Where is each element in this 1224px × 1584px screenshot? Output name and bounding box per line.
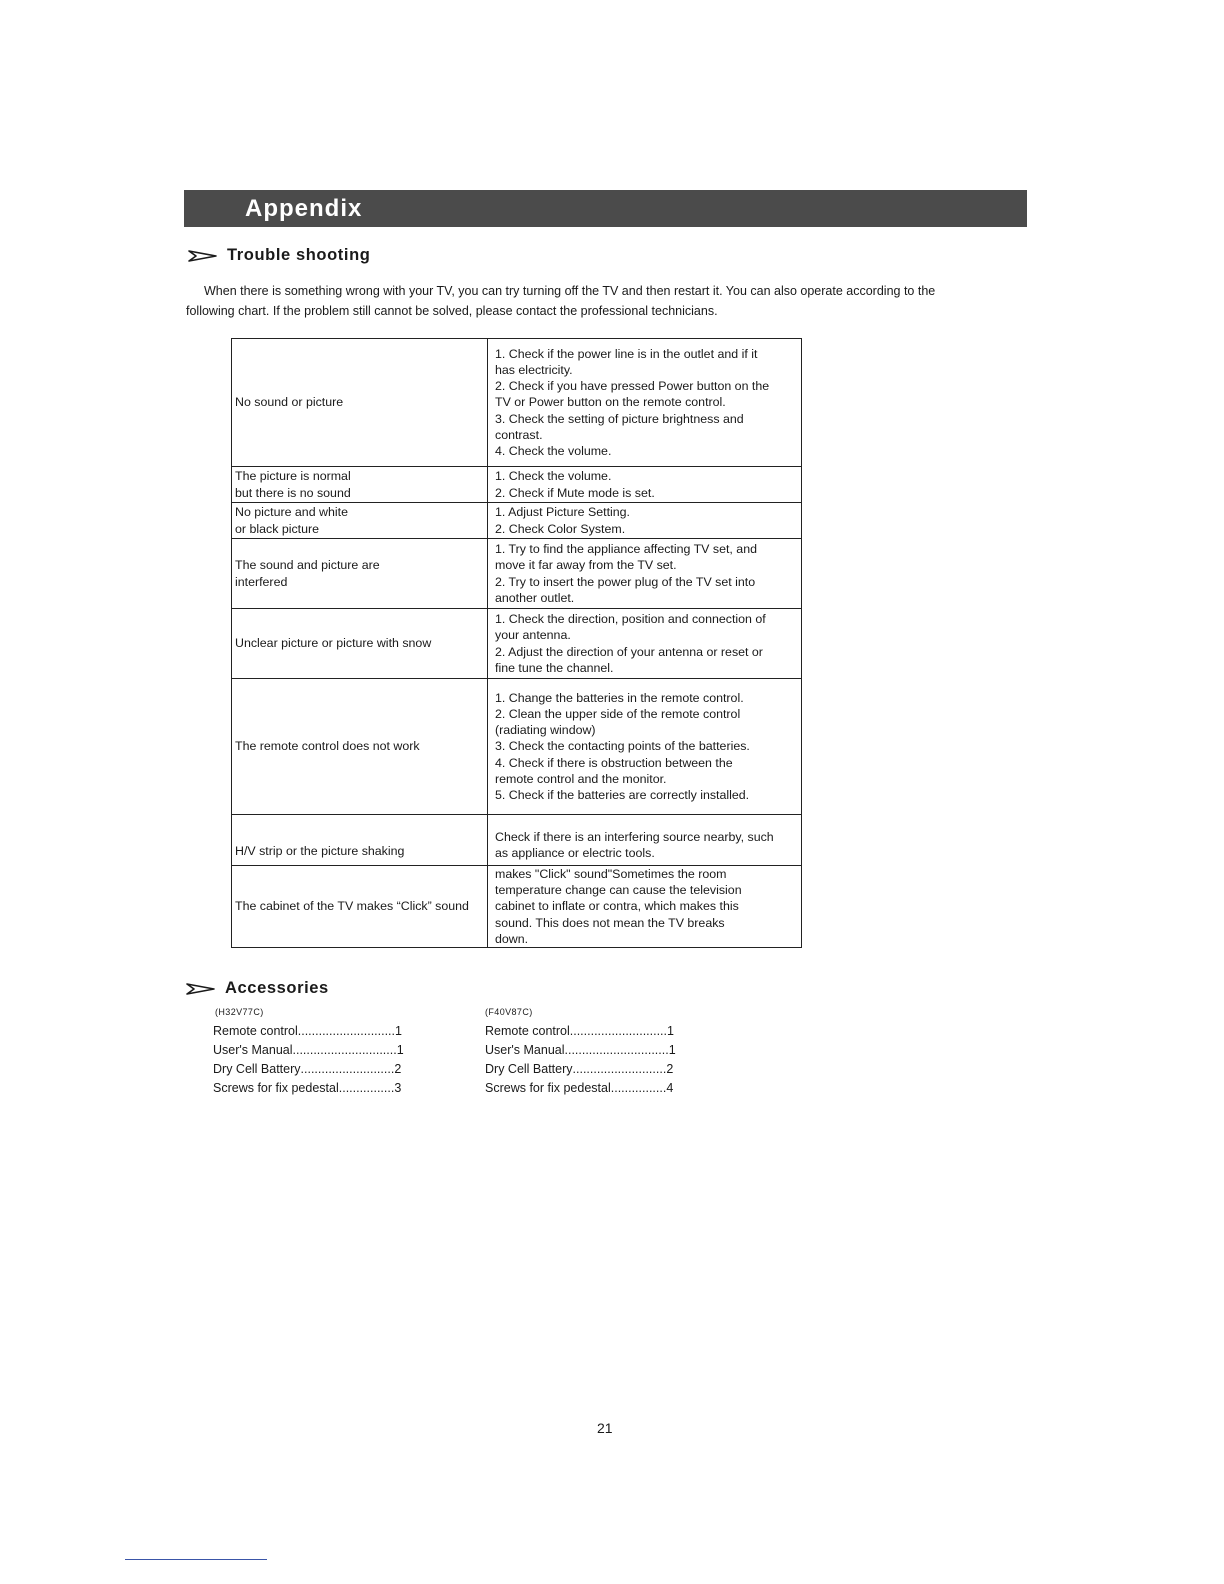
solution-cell: 1. Try to find the appliance affecting TV set, and move it far away from the TV set. 2. Try to insert the power plug of the TV set into another outlet. [488,539,802,609]
accessory-qty: 1 [668,1043,676,1057]
accessory-name: Dry Cell Battery [485,1062,573,1076]
problem-cell: No picture and white or black picture [232,503,488,539]
problem-cell: The picture is normal but there is no sound [232,467,488,503]
accessory-list [213,1022,404,1098]
list-item [213,1022,404,1041]
table-row [232,866,802,948]
accessory-qty: 2 [394,1062,402,1076]
leader-dots: ........................... [572,1062,667,1076]
table-row [232,539,802,609]
accessories-heading [186,979,329,998]
table-row [232,467,802,503]
troubleshooting-intro: When there is something wrong with your TV, you can try turning off the TV and then restart it. You can also operate according to the following chart. If the problem still cannot be solved, please contact the professional technicians. [186,284,936,318]
accessory-name: Dry Cell Battery [213,1062,301,1076]
leader-dots: ............................ [297,1024,396,1038]
list-item [213,1041,404,1060]
accessory-name: Remote control [485,1024,570,1038]
page-number: 21 [597,1420,613,1436]
problem-cell: The sound and picture are interfered [232,539,488,609]
arrow-bullet-icon [186,983,215,995]
accessory-name: User's Manual [213,1043,293,1057]
table-row [232,815,802,866]
solution-cell: 1. Check if the power line is in the outlet and if it has electricity. 2. Check if you have pressed Power button on the TV or Power button on the remote control. 3. Check the setting of picture brightness and contrast. 4. Check the volume. [488,339,802,467]
accessory-list [485,1022,676,1098]
leader-dots: .............................. [564,1043,669,1057]
appendix-banner [184,190,1027,227]
model-label: (H32V77C) [215,1007,264,1017]
solution-cell: Check if there is an interfering source nearby, such as appliance or electric tools. [488,815,802,866]
solution-cell: makes "Click" sound"Sometimes the room temperature change can cause the television cabinet to inflate or contra, which makes this sound. This does not mean the TV breaks down. [488,866,802,948]
solution-cell: 1. Check the volume. 2. Check if Mute mode is set. [488,467,802,503]
troubleshooting-heading-label: Trouble shooting [227,246,371,264]
model-label: (F40V87C) [485,1007,533,1017]
list-item [485,1060,676,1079]
problem-cell: Unclear picture or picture with snow [232,609,488,679]
accessory-name: Screws for fix pedestal [485,1081,611,1095]
list-item [213,1060,404,1079]
table-row [232,679,802,815]
table-row [232,503,802,539]
leader-dots: ................ [338,1081,395,1095]
problem-cell: No sound or picture [232,339,488,467]
leader-dots: ................ [610,1081,667,1095]
table-row [232,339,802,467]
accessory-qty: 3 [394,1081,402,1095]
list-item [213,1079,404,1098]
troubleshooting-table [231,338,802,948]
solution-cell: 1. Adjust Picture Setting. 2. Check Color System. [488,503,802,539]
problem-cell: The cabinet of the TV makes “Click” sound [232,866,488,948]
arrow-bullet-icon [188,250,217,262]
leader-dots: ........................... [300,1062,395,1076]
footer-rule [125,1559,267,1560]
accessory-qty: 2 [666,1062,674,1076]
list-item [485,1041,676,1060]
problem-cell: The remote control does not work [232,679,488,815]
table-row [232,609,802,679]
list-item [485,1079,676,1098]
accessories-heading-label: Accessories [225,979,329,997]
page-title: Appendix [245,195,363,222]
accessory-name: Remote control [213,1024,298,1038]
accessory-qty: 1 [395,1024,402,1038]
leader-dots: .............................. [292,1043,397,1057]
accessory-qty: 1 [667,1024,674,1038]
leader-dots: ............................ [569,1024,668,1038]
accessory-name: Screws for fix pedestal [213,1081,339,1095]
solution-cell: 1. Change the batteries in the remote control. 2. Clean the upper side of the remote control (radiating window) 3. Check the contacting points of the batteries. 4. Check if there is obstruction between the remote control and the monitor. 5. Check if the batteries are correctly installed. [488,679,802,815]
list-item [485,1022,676,1041]
problem-cell: H/V strip or the picture shaking [232,815,488,866]
accessory-qty: 4 [666,1081,674,1095]
troubleshooting-heading [188,246,370,265]
accessory-qty: 1 [396,1043,404,1057]
solution-cell: 1. Check the direction, position and connection of your antenna. 2. Adjust the direction of your antenna or reset or fine tune the channel. [488,609,802,679]
accessory-name: User's Manual [485,1043,565,1057]
